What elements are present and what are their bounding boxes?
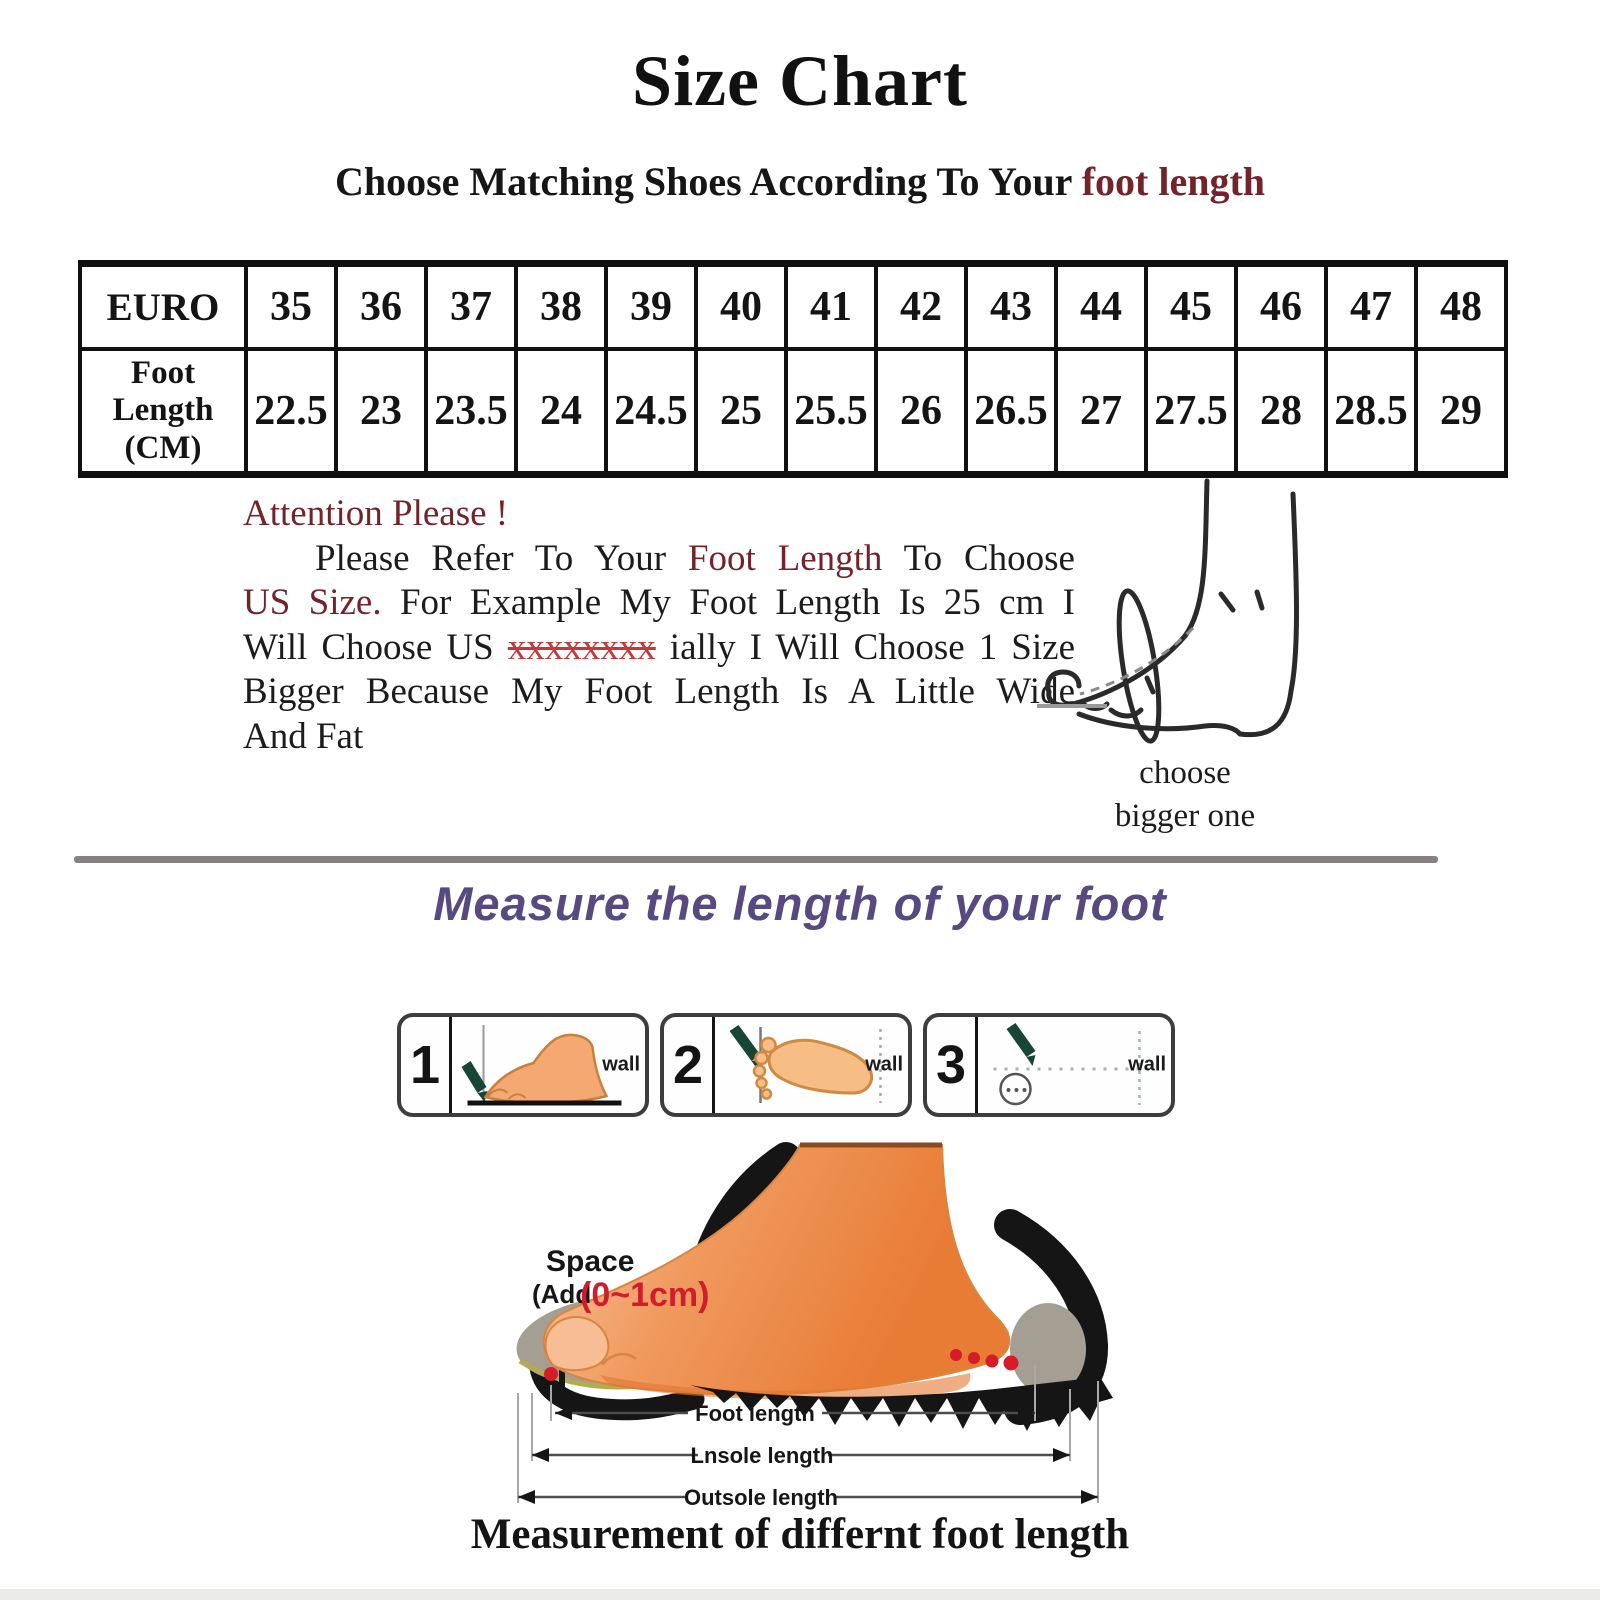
space-add-label: (Add xyxy=(532,1279,592,1309)
step-number: 2 xyxy=(664,1017,715,1113)
euro-size-cell: 40 xyxy=(696,264,786,350)
euro-row-header: EURO xyxy=(80,264,246,350)
foot-length-cell: 24.5 xyxy=(606,349,696,475)
outsole-length-label: Outsole length xyxy=(684,1485,838,1510)
foot-length-cell: 25.5 xyxy=(786,349,876,475)
footprint-shape xyxy=(769,1040,872,1093)
wall-label: wall xyxy=(865,1053,903,1076)
bottom-strip xyxy=(0,1589,1600,1600)
foot-length-cell: 24 xyxy=(516,349,606,475)
euro-size-cell: 38 xyxy=(516,264,606,350)
attention-line: US Size. For Example My Foot Length Is 25 cm I xyxy=(243,582,1075,623)
foot-length-label: Foot length xyxy=(695,1401,815,1426)
foot-length-cell: 23.5 xyxy=(426,349,516,475)
euro-size-cell: 42 xyxy=(876,264,966,350)
subtitle xyxy=(0,158,1600,205)
attention-heading: Attention Please ! xyxy=(243,493,509,534)
euro-size-cell: 39 xyxy=(606,264,696,350)
foot-length-cell: 28.5 xyxy=(1326,349,1416,475)
measuring-loop xyxy=(1111,588,1166,743)
euro-size-cell: 44 xyxy=(1056,264,1146,350)
heel-marker-dot xyxy=(1004,1356,1019,1371)
euro-size-cell: 37 xyxy=(426,264,516,350)
euro-size-cell: 35 xyxy=(246,264,336,350)
page-title: Size Chart xyxy=(632,41,968,121)
measurement-illustration xyxy=(450,1093,1190,1543)
divider-line xyxy=(74,856,1438,863)
measure-heading: Measure the length of your foot xyxy=(433,877,1167,930)
foot-length-cell: 27 xyxy=(1056,349,1146,475)
censored-text: xxxxxxxx xyxy=(507,626,656,668)
foot-length-cell: 22.5 xyxy=(246,349,336,475)
toe-marker-dot xyxy=(544,1367,558,1381)
space-range-label: (0~1cm) xyxy=(580,1276,710,1314)
euro-size-cell: 36 xyxy=(336,264,426,350)
wall-label: wall xyxy=(1128,1053,1166,1076)
euro-size-cell: 45 xyxy=(1146,264,1236,350)
attention-line: Bigger Because My Foot Length Is A Little Wide xyxy=(243,671,1075,712)
pencil-icon xyxy=(730,1025,762,1071)
foot-length-cell: 26 xyxy=(876,349,966,475)
foot-length-row xyxy=(80,349,1506,475)
euro-size-cell: 46 xyxy=(1236,264,1326,350)
foot-length-row-header: Foot Length (CM) xyxy=(80,349,246,475)
foot-length-cell: 29 xyxy=(1416,349,1506,475)
attention-line: Will Choose US xxxxxxxx ially I Will Choose 1 Size xyxy=(243,626,1075,668)
euro-size-cell: 48 xyxy=(1416,264,1506,350)
foot-length-cell: 23 xyxy=(336,349,426,475)
foot-length-cell: 28 xyxy=(1236,349,1326,475)
euro-size-cell: 47 xyxy=(1326,264,1416,350)
attention-block xyxy=(243,492,1075,758)
euro-size-cell: 41 xyxy=(786,264,876,350)
step-number: 3 xyxy=(927,1017,978,1113)
euro-size-cell: 43 xyxy=(966,264,1056,350)
choose-bigger-note: choose bigger one xyxy=(1114,755,1256,834)
space-label: Space xyxy=(546,1245,635,1278)
step-number: 1 xyxy=(401,1017,452,1113)
big-toe xyxy=(545,1317,608,1370)
attention-line: Please Refer To Your Foot Length To Choose xyxy=(315,537,1075,579)
size-table xyxy=(78,260,1508,478)
subtitle-black-text: Choose Matching Shoes According To Your xyxy=(334,159,1082,204)
wall-label: wall xyxy=(602,1053,640,1076)
euro-row xyxy=(80,264,1506,350)
foot-length-cell: 25 xyxy=(696,349,786,475)
attention-line: And Fat xyxy=(243,715,364,757)
foot-length-cell: 26.5 xyxy=(966,349,1056,475)
subtitle-red-text: foot length xyxy=(1081,159,1266,204)
foot-length-cell: 27.5 xyxy=(1146,349,1236,475)
insole-length-label: Lnsole length xyxy=(690,1443,834,1468)
bottom-caption: Measurement of differnt foot length xyxy=(470,1511,1130,1558)
pencil-icon xyxy=(1007,1023,1036,1066)
